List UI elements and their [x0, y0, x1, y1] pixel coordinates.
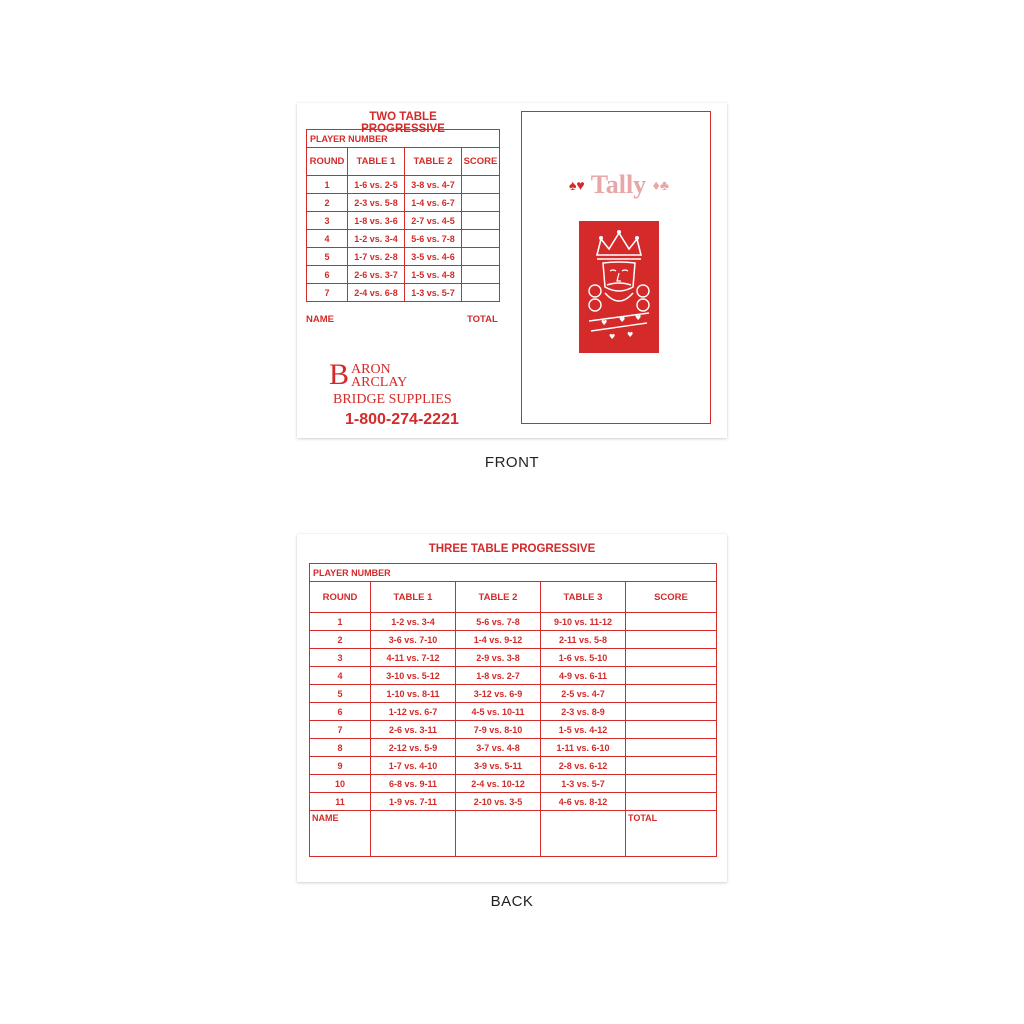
svg-text:♥: ♥ — [609, 333, 616, 341]
table-row — [307, 176, 500, 194]
header-row — [310, 582, 717, 613]
cell-table2: 2-4 vs. 10-12 — [456, 775, 541, 793]
back-caption: BACK — [490, 893, 534, 910]
score-cell — [462, 266, 500, 284]
cell-round: 1 — [307, 176, 348, 194]
cell-round: 8 — [310, 739, 371, 757]
cell-table2: 2-7 vs. 4-5 — [405, 212, 462, 230]
cell-table3: 2-3 vs. 8-9 — [541, 703, 626, 721]
cell-table1: 1-6 vs. 2-5 — [348, 176, 405, 194]
score-cell — [626, 739, 717, 757]
cell-table3: 1-3 vs. 5-7 — [541, 775, 626, 793]
footer-row — [310, 811, 717, 857]
player-number-label: PLAYER NUMBER — [307, 130, 500, 148]
header-table-1: TABLE 1 — [348, 148, 405, 176]
front-caption: FRONT — [484, 454, 540, 471]
cell-table1: 1-12 vs. 6-7 — [371, 703, 456, 721]
player-number-label: PLAYER NUMBER — [310, 564, 717, 582]
table-row — [307, 212, 500, 230]
cell-table3: 1-5 vs. 4-12 — [541, 721, 626, 739]
score-cell — [626, 667, 717, 685]
cell-table1: 6-8 vs. 9-11 — [371, 775, 456, 793]
score-cell — [626, 685, 717, 703]
header-table-2: TABLE 2 — [405, 148, 462, 176]
total-label: TOTAL — [626, 811, 717, 857]
cell-table3: 1-6 vs. 5-10 — [541, 649, 626, 667]
diamond-icon: ♦ — [652, 179, 660, 195]
cell-table2: 3-5 vs. 4-6 — [405, 248, 462, 266]
svg-text:♥: ♥ — [635, 314, 642, 322]
name-label: NAME — [310, 811, 371, 857]
cell-table2: 1-3 vs. 5-7 — [405, 284, 462, 302]
table-row — [310, 685, 717, 703]
cell-table1: 3-10 vs. 5-12 — [371, 667, 456, 685]
score-cell — [626, 793, 717, 811]
cell-table2: 3-7 vs. 4-8 — [456, 739, 541, 757]
score-cell — [462, 194, 500, 212]
cell-table3: 9-10 vs. 11-12 — [541, 613, 626, 631]
cell-table2: 3-12 vs. 6-9 — [456, 685, 541, 703]
brand-line-3: BRIDGE SUPPLIES — [333, 392, 452, 407]
cell-table1: 1-8 vs. 3-6 — [348, 212, 405, 230]
cell-round: 6 — [310, 703, 371, 721]
score-cell — [626, 721, 717, 739]
score-cell — [626, 649, 717, 667]
brand-line-2: ARCLAY — [351, 375, 408, 390]
table-row — [307, 284, 500, 302]
svg-text:♥: ♥ — [601, 319, 608, 327]
phone-number: 1-800-274-2221 — [345, 411, 459, 428]
header-round: ROUND — [310, 582, 371, 613]
cell-round: 1 — [310, 613, 371, 631]
table-row — [310, 631, 717, 649]
score-cell — [626, 775, 717, 793]
header-round: ROUND — [307, 148, 348, 176]
cell-table2: 2-10 vs. 3-5 — [456, 793, 541, 811]
tally-heading — [544, 170, 694, 200]
cell-table1: 1-7 vs. 2-8 — [348, 248, 405, 266]
name-field-1 — [371, 811, 456, 857]
cell-table1: 2-3 vs. 5-8 — [348, 194, 405, 212]
back-tally-card — [297, 534, 727, 882]
total-label: TOTAL — [467, 314, 498, 325]
cell-round: 5 — [310, 685, 371, 703]
cell-table1: 1-2 vs. 3-4 — [348, 230, 405, 248]
score-cell — [462, 248, 500, 266]
cell-round: 4 — [307, 230, 348, 248]
table-row — [307, 266, 500, 284]
table-row — [310, 775, 717, 793]
score-cell — [462, 230, 500, 248]
cell-table3: 2-5 vs. 4-7 — [541, 685, 626, 703]
spade-icon: ♠ — [568, 179, 577, 195]
cell-table3: 1-11 vs. 6-10 — [541, 739, 626, 757]
cell-round: 2 — [310, 631, 371, 649]
cell-round: 3 — [307, 212, 348, 230]
table-row — [310, 721, 717, 739]
header-score: SCORE — [462, 148, 500, 176]
brand-line-1: ARON — [351, 362, 391, 377]
cell-table2: 1-4 vs. 6-7 — [405, 194, 462, 212]
cell-table1: 2-6 vs. 3-11 — [371, 721, 456, 739]
cell-round: 2 — [307, 194, 348, 212]
name-field-3 — [541, 811, 626, 857]
score-cell — [626, 757, 717, 775]
header-table-2: TABLE 2 — [456, 582, 541, 613]
cell-round: 10 — [310, 775, 371, 793]
tally-word: Tally — [590, 170, 647, 199]
three-table-score-grid — [309, 563, 717, 857]
cell-table1: 1-10 vs. 8-11 — [371, 685, 456, 703]
cell-table3: 2-11 vs. 5-8 — [541, 631, 626, 649]
tally-cover-frame — [521, 111, 711, 424]
score-cell — [462, 284, 500, 302]
table-row — [310, 703, 717, 721]
cell-table2: 1-4 vs. 9-12 — [456, 631, 541, 649]
front-tally-card — [297, 103, 727, 438]
cell-table2: 5-6 vs. 7-8 — [456, 613, 541, 631]
cell-round: 4 — [310, 667, 371, 685]
table-row — [310, 667, 717, 685]
cell-table1: 2-12 vs. 5-9 — [371, 739, 456, 757]
heart-icon: ♥ — [576, 179, 585, 195]
header-table-3: TABLE 3 — [541, 582, 626, 613]
cell-table1: 3-6 vs. 7-10 — [371, 631, 456, 649]
brand-initial: B — [329, 358, 350, 391]
cell-table1: 1-9 vs. 7-11 — [371, 793, 456, 811]
two-table-score-grid — [306, 129, 500, 302]
cell-table2: 7-9 vs. 8-10 — [456, 721, 541, 739]
three-table-title: THREE TABLE PROGRESSIVE — [428, 543, 596, 555]
table-row — [310, 649, 717, 667]
cell-round: 5 — [307, 248, 348, 266]
cell-table2: 1-5 vs. 4-8 — [405, 266, 462, 284]
cell-table3: 4-6 vs. 8-12 — [541, 793, 626, 811]
cell-round: 3 — [310, 649, 371, 667]
cell-round: 6 — [307, 266, 348, 284]
king-card-icon — [579, 221, 659, 353]
cell-table3: 2-8 vs. 6-12 — [541, 757, 626, 775]
svg-text:♥: ♥ — [619, 316, 626, 324]
score-cell — [462, 176, 500, 194]
cell-round: 7 — [310, 721, 371, 739]
name-label: NAME — [306, 314, 334, 325]
header-table-1: TABLE 1 — [371, 582, 456, 613]
cell-table1: 1-7 vs. 4-10 — [371, 757, 456, 775]
two-table-title: TWO TABLE PROGRESSIVE — [361, 111, 445, 135]
cell-table1: 4-11 vs. 7-12 — [371, 649, 456, 667]
cell-table2: 3-8 vs. 4-7 — [405, 176, 462, 194]
header-score: SCORE — [626, 582, 717, 613]
cell-table2: 2-9 vs. 3-8 — [456, 649, 541, 667]
table-row — [307, 230, 500, 248]
cell-table2: 4-5 vs. 10-11 — [456, 703, 541, 721]
cell-table3: 4-9 vs. 6-11 — [541, 667, 626, 685]
score-cell — [626, 703, 717, 721]
table-row — [310, 793, 717, 811]
table-row — [310, 739, 717, 757]
score-cell — [626, 613, 717, 631]
svg-text:♥: ♥ — [627, 331, 634, 339]
cell-table1: 2-6 vs. 3-7 — [348, 266, 405, 284]
cell-round: 9 — [310, 757, 371, 775]
table-row — [310, 613, 717, 631]
cell-table2: 5-6 vs. 7-8 — [405, 230, 462, 248]
cell-round: 11 — [310, 793, 371, 811]
club-icon: ♣ — [659, 179, 670, 195]
cell-round: 7 — [307, 284, 348, 302]
cell-table2: 3-9 vs. 5-11 — [456, 757, 541, 775]
score-cell — [626, 631, 717, 649]
header-row — [307, 148, 500, 176]
table-row — [310, 757, 717, 775]
cell-table1: 1-2 vs. 3-4 — [371, 613, 456, 631]
table-row — [307, 248, 500, 266]
score-cell — [462, 212, 500, 230]
table-row — [307, 194, 500, 212]
name-field-2 — [456, 811, 541, 857]
cell-table2: 1-8 vs. 2-7 — [456, 667, 541, 685]
cell-table1: 2-4 vs. 6-8 — [348, 284, 405, 302]
